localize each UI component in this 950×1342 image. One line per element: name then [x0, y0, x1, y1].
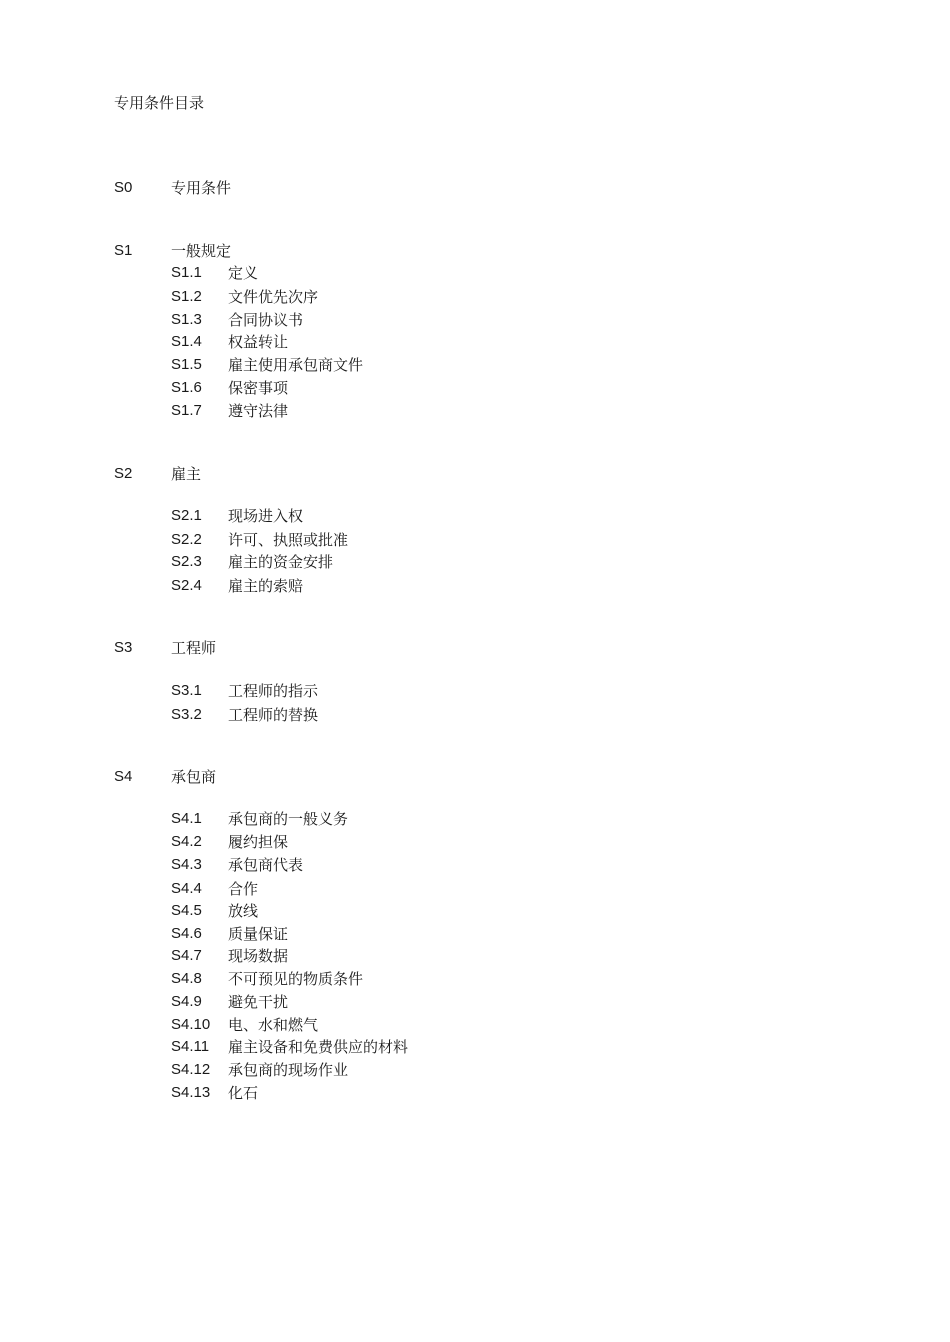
item-label: 保密事项: [228, 379, 289, 397]
section-number: S4: [114, 768, 133, 785]
item-label: 承包商代表: [228, 856, 304, 874]
item-number: S4.7: [171, 947, 202, 964]
item-number: S4.2: [171, 833, 202, 850]
item-label: 定义: [228, 264, 259, 282]
item-label: 合同协议书: [228, 311, 304, 329]
item-label: 不可预见的物质条件: [228, 970, 364, 988]
section-number: S0: [114, 179, 133, 196]
item-number: S2.4: [171, 577, 202, 594]
section-number: S3: [114, 639, 133, 656]
item-number: S4.11: [171, 1038, 210, 1055]
item-number: S4.5: [171, 902, 202, 919]
item-label: 工程师的替换: [228, 706, 319, 724]
item-number: S1.7: [171, 402, 202, 419]
item-label: 合作: [228, 880, 259, 898]
item-number: S1.3: [171, 311, 202, 328]
item-number: S1.2: [171, 288, 202, 305]
item-label: 避免干扰: [228, 993, 289, 1011]
item-number: S2.1: [171, 507, 202, 524]
item-label: 许可、执照或批准: [228, 531, 349, 549]
section-label: 工程师: [171, 639, 217, 657]
item-label: 雇主使用承包商文件: [228, 356, 364, 374]
item-number: S4.1: [171, 810, 202, 827]
item-label: 现场数据: [228, 947, 289, 965]
section-label: 一般规定: [171, 242, 232, 260]
section-number: S2: [114, 465, 133, 482]
item-number: S2.3: [171, 553, 202, 570]
item-number: S3.1: [171, 682, 202, 699]
item-label: 权益转让: [228, 333, 289, 351]
item-number: S1.6: [171, 379, 202, 396]
item-number: S4.4: [171, 880, 202, 897]
item-number: S4.6: [171, 925, 202, 942]
item-label: 承包商的现场作业: [228, 1061, 349, 1079]
section-number: S1: [114, 242, 133, 259]
item-number: S4.10: [171, 1016, 211, 1033]
item-label: 履约担保: [228, 833, 289, 851]
page-title: 专用条件目录: [114, 94, 205, 112]
item-label: 承包商的一般义务: [228, 810, 349, 828]
item-label: 雇主的索赔: [228, 577, 304, 595]
item-number: S1.1: [171, 264, 202, 281]
section-label: 专用条件: [171, 179, 232, 197]
item-label: 放线: [228, 902, 259, 920]
item-number: S1.5: [171, 356, 202, 373]
item-label: 电、水和燃气: [228, 1016, 319, 1034]
item-number: S4.13: [171, 1084, 211, 1101]
section-label: 雇主: [171, 465, 202, 483]
item-number: S3.2: [171, 706, 202, 723]
item-number: S1.4: [171, 333, 202, 350]
item-label: 雇主的资金安排: [228, 553, 334, 571]
item-number: S2.2: [171, 531, 202, 548]
item-number: S4.12: [171, 1061, 211, 1078]
section-label: 承包商: [171, 768, 217, 786]
item-label: 化石: [228, 1084, 259, 1102]
item-label: 遵守法律: [228, 402, 289, 420]
item-label: 现场进入权: [228, 507, 304, 525]
item-label: 雇主设备和免费供应的材料: [228, 1038, 409, 1056]
item-label: 质量保证: [228, 925, 289, 943]
item-label: 工程师的指示: [228, 682, 319, 700]
item-label: 文件优先次序: [228, 288, 319, 306]
item-number: S4.8: [171, 970, 202, 987]
item-number: S4.3: [171, 856, 202, 873]
item-number: S4.9: [171, 993, 202, 1010]
